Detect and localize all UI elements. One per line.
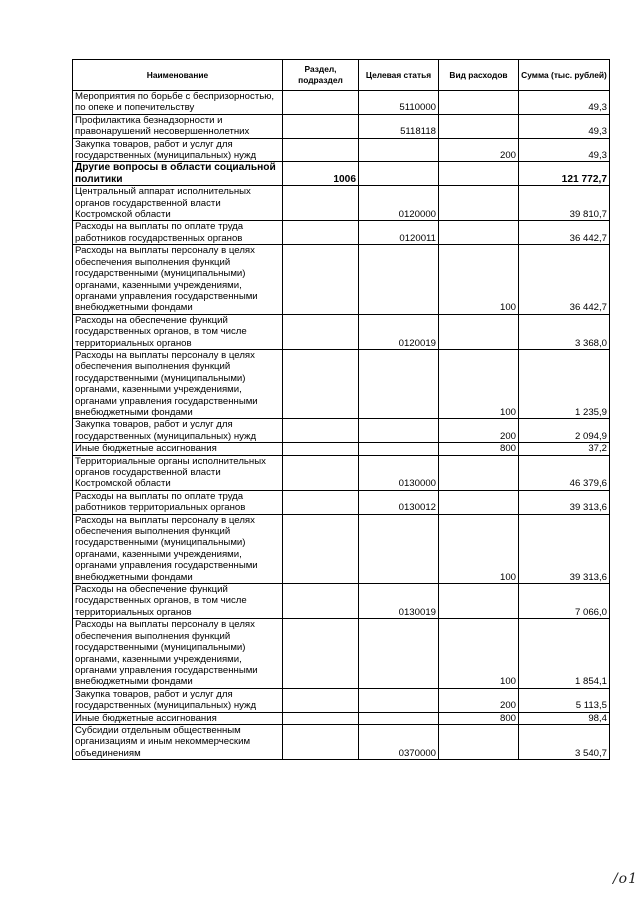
table-row <box>73 724 610 759</box>
row-section <box>283 419 359 443</box>
row-name: Центральный аппарат исполнительных органов государственной власти Костромской области <box>73 186 283 221</box>
row-amount: 49,3 <box>519 91 610 115</box>
table-row <box>73 114 610 138</box>
row-name: Расходы на выплаты персоналу в целях обеспечения выполнения функций государственными (муниципальными) органами, казенными учреждениями, органами управления государственными внебюджетными фондами <box>73 349 283 418</box>
row-amount: 5 113,5 <box>519 688 610 712</box>
row-target <box>359 443 439 455</box>
row-expense-type: 200 <box>439 419 519 443</box>
row-name: Территориальные органы исполнительных органов государственной власти Костромской области <box>73 455 283 490</box>
row-name: Расходы на выплаты по оплате труда работников государственных органов <box>73 221 283 245</box>
row-expense-type <box>439 91 519 115</box>
row-expense-type <box>439 724 519 759</box>
row-section <box>283 619 359 688</box>
row-target: 5118118 <box>359 114 439 138</box>
row-target <box>359 162 439 186</box>
row-amount: 39 313,6 <box>519 490 610 514</box>
row-amount: 121 772,7 <box>519 162 610 186</box>
header-name: Наименование <box>73 60 283 91</box>
table-row <box>73 584 610 619</box>
row-section <box>283 221 359 245</box>
row-amount: 2 094,9 <box>519 419 610 443</box>
row-expense-type: 200 <box>439 138 519 162</box>
table-row <box>73 138 610 162</box>
row-expense-type <box>439 455 519 490</box>
table-row <box>73 712 610 724</box>
row-target <box>359 419 439 443</box>
row-expense-type: 100 <box>439 619 519 688</box>
row-target: 0370000 <box>359 724 439 759</box>
table-row <box>73 490 610 514</box>
row-name: Мероприятия по борьбе с беспризорностью, по опеке и попечительству <box>73 91 283 115</box>
row-name: Расходы на выплаты персоналу в целях обеспечения выполнения функций государственными (муниципальными) органами, казенными учреждениями, органами управления государственными внебюджетными фондами <box>73 514 283 583</box>
row-section <box>283 490 359 514</box>
row-section <box>283 712 359 724</box>
row-expense-type <box>439 221 519 245</box>
row-name: Закупка товаров, работ и услуг для государственных (муниципальных) нужд <box>73 138 283 162</box>
table-row <box>73 443 610 455</box>
row-section <box>283 138 359 162</box>
table-row <box>73 162 610 186</box>
row-expense-type: 100 <box>439 349 519 418</box>
row-section <box>283 245 359 314</box>
row-name: Расходы на обеспечение функций государственных органов, в том числе территориальных органов <box>73 584 283 619</box>
row-target: 0130000 <box>359 455 439 490</box>
row-section <box>283 91 359 115</box>
row-name: Расходы на обеспечение функций государственных органов, в том числе территориальных органов <box>73 314 283 349</box>
row-name: Иные бюджетные ассигнования <box>73 712 283 724</box>
row-amount: 1 854,1 <box>519 619 610 688</box>
table-row <box>73 514 610 583</box>
table-row <box>73 455 610 490</box>
row-expense-type: 200 <box>439 688 519 712</box>
row-section <box>283 688 359 712</box>
page-number-mark: /о1 <box>612 871 638 887</box>
row-amount: 49,3 <box>519 114 610 138</box>
row-target <box>359 245 439 314</box>
row-amount: 36 442,7 <box>519 221 610 245</box>
row-amount: 3 368,0 <box>519 314 610 349</box>
budget-table <box>72 59 610 760</box>
row-name: Расходы на выплаты по оплате труда работников территориальных органов <box>73 490 283 514</box>
row-amount: 98,4 <box>519 712 610 724</box>
row-expense-type: 800 <box>439 443 519 455</box>
row-amount: 37,2 <box>519 443 610 455</box>
header-section: Раздел, подраздел <box>283 60 359 91</box>
row-name: Расходы на выплаты персоналу в целях обеспечения выполнения функций государственными (муниципальными) органами, казенными учреждениями, органами управления государственными внебюджетными фондами <box>73 245 283 314</box>
header-amount: Сумма (тыс. рублей) <box>519 60 610 91</box>
row-target: 0130012 <box>359 490 439 514</box>
row-expense-type <box>439 314 519 349</box>
row-target <box>359 349 439 418</box>
table-row <box>73 221 610 245</box>
table-row <box>73 314 610 349</box>
row-section <box>283 443 359 455</box>
row-expense-type <box>439 584 519 619</box>
row-section <box>283 455 359 490</box>
row-amount: 39 810,7 <box>519 186 610 221</box>
row-amount: 36 442,7 <box>519 245 610 314</box>
row-name: Другие вопросы в области социальной политики <box>73 162 283 186</box>
row-name: Закупка товаров, работ и услуг для государственных (муниципальных) нужд <box>73 688 283 712</box>
header-target: Целевая статья <box>359 60 439 91</box>
row-section <box>283 186 359 221</box>
row-target <box>359 138 439 162</box>
row-section <box>283 349 359 418</box>
row-amount: 46 379,6 <box>519 455 610 490</box>
row-target: 0120011 <box>359 221 439 245</box>
row-section: 1006 <box>283 162 359 186</box>
row-target: 0120019 <box>359 314 439 349</box>
row-expense-type <box>439 114 519 138</box>
table-body <box>73 91 610 760</box>
row-expense-type <box>439 490 519 514</box>
row-name: Субсидии отдельным общественным организациям и иным некоммерческим объединениям <box>73 724 283 759</box>
row-name: Профилактика безнадзорности и правонарушений несовершеннолетних <box>73 114 283 138</box>
row-section <box>283 314 359 349</box>
row-section <box>283 724 359 759</box>
row-expense-type <box>439 162 519 186</box>
table-header <box>73 60 610 91</box>
table-row <box>73 688 610 712</box>
row-target: 5110000 <box>359 91 439 115</box>
table-row <box>73 349 610 418</box>
row-amount: 7 066,0 <box>519 584 610 619</box>
table-row <box>73 91 610 115</box>
row-target <box>359 514 439 583</box>
row-section <box>283 114 359 138</box>
row-expense-type <box>439 186 519 221</box>
row-amount: 49,3 <box>519 138 610 162</box>
table-row <box>73 245 610 314</box>
row-amount: 3 540,7 <box>519 724 610 759</box>
header-expense-type: Вид расходов <box>439 60 519 91</box>
row-expense-type: 100 <box>439 245 519 314</box>
row-target: 0120000 <box>359 186 439 221</box>
row-name: Иные бюджетные ассигнования <box>73 443 283 455</box>
row-target <box>359 712 439 724</box>
row-target <box>359 688 439 712</box>
row-amount: 1 235,9 <box>519 349 610 418</box>
table-row <box>73 619 610 688</box>
row-target: 0130019 <box>359 584 439 619</box>
row-expense-type: 800 <box>439 712 519 724</box>
row-section <box>283 584 359 619</box>
row-name: Закупка товаров, работ и услуг для государственных (муниципальных) нужд <box>73 419 283 443</box>
row-expense-type: 100 <box>439 514 519 583</box>
table-row <box>73 419 610 443</box>
row-section <box>283 514 359 583</box>
table-row <box>73 186 610 221</box>
row-name: Расходы на выплаты персоналу в целях обеспечения выполнения функций государственными (муниципальными) органами, казенными учреждениями, органами управления государственными внебюджетными фондами <box>73 619 283 688</box>
row-target <box>359 619 439 688</box>
row-amount: 39 313,6 <box>519 514 610 583</box>
